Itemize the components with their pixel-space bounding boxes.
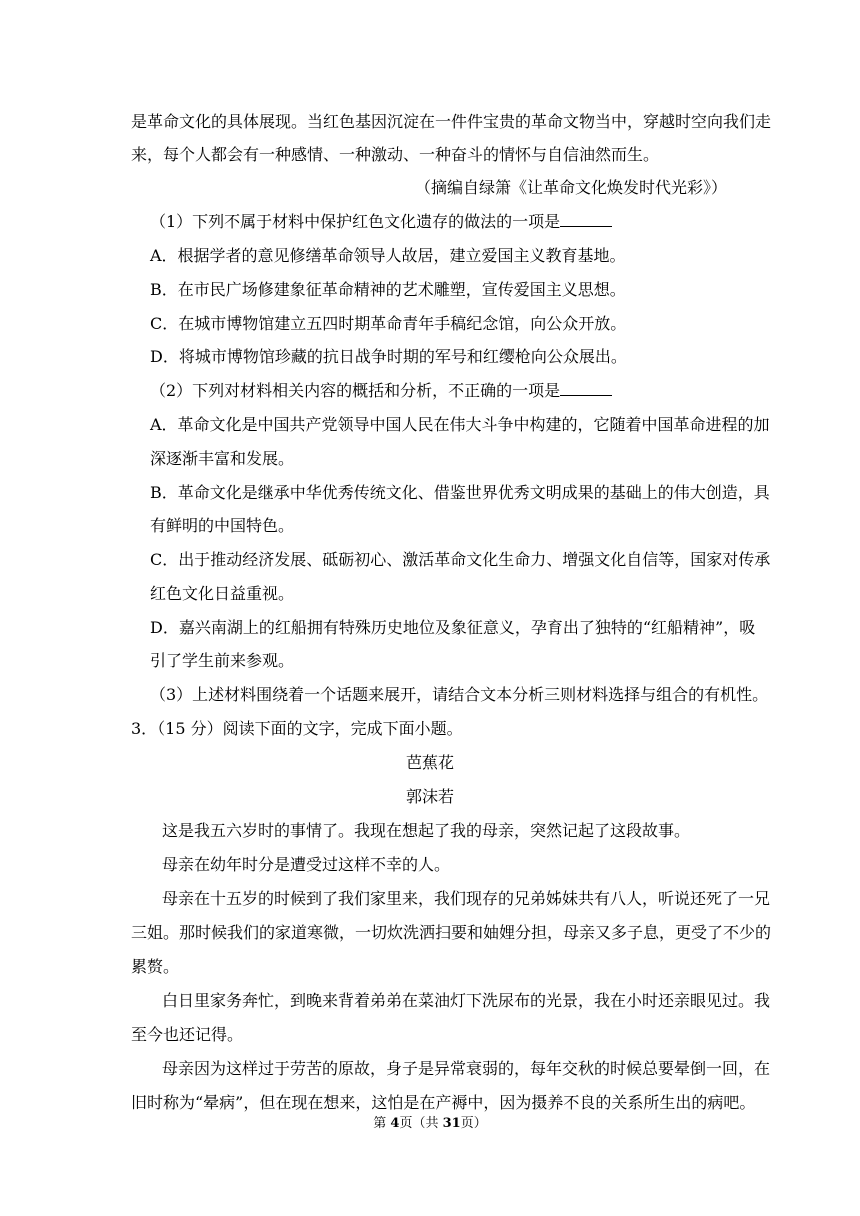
footer-prefix: 第 xyxy=(373,1116,391,1131)
source-citation: （摘编自绿箫《让革命文化焕发时代光彩》） xyxy=(414,178,727,197)
footer-page-number: 4 xyxy=(390,1116,400,1131)
q2-option-a-line-2: 深逐渐丰富和发展。 xyxy=(150,449,295,468)
q2-stem-text: （2）下列对材料相关内容的概括和分析，不正确的一项是 xyxy=(150,381,561,400)
section3-heading: 3．（15 分）阅读下面的文字，完成下面小题。 xyxy=(131,719,463,738)
article-title: 芭蕉花 xyxy=(405,753,454,772)
footer-total-pages: 31 xyxy=(442,1116,461,1131)
q2-option-b-line-2: 有鲜明的中国特色。 xyxy=(150,516,295,535)
intro-line-1: 是革命文化的具体展现。当红色基因沉淀在一件件宝贵的革命文物当中，穿越时空向我们走 xyxy=(131,112,772,131)
paragraph-1: 这是我五六岁时的事情了。我现在想起了我的母亲，突然记起了这段故事。 xyxy=(162,821,691,840)
q2-option-b-line-1: B．革命文化是继承中华优秀传统文化、借鉴世界优秀文明成果的基础上的伟大创造，具 xyxy=(150,483,770,502)
q3-stem: （3）上述材料围绕着一个话题来展开，请结合文本分析三则材料选择与组合的有机性。 xyxy=(150,685,769,704)
paragraph-4-line-2: 至今也还记得。 xyxy=(131,1025,244,1044)
intro-line-2: 来，每个人都会有一种感情、一种激动、一种奋斗的情怀与自信油然而生。 xyxy=(131,145,660,164)
q2-option-c-line-2: 红色文化日益重视。 xyxy=(150,584,295,603)
q1-answer-blank[interactable] xyxy=(560,212,612,227)
q1-option-b: B．在市民广场修建象征革命精神的艺术雕塑，宣传爱国主义思想。 xyxy=(150,280,626,299)
paragraph-3-line-3: 累赘。 xyxy=(131,957,180,976)
article-author: 郭沫若 xyxy=(405,787,454,806)
q2-option-a-line-1: A．革命文化是中国共产党领导中国人民在伟大斗争中构建的，它随着中国革命进程的加 xyxy=(150,415,770,434)
paragraph-3-line-2: 三姐。那时候我们的家道寒微，一切炊洗洒扫要和妯娌分担，母亲又多子息，更受了不少的 xyxy=(131,923,772,942)
q2-stem xyxy=(150,381,750,401)
q1-stem xyxy=(150,212,750,232)
footer-middle: 页（共 xyxy=(399,1116,443,1131)
footer-suffix: 页） xyxy=(460,1116,487,1131)
paragraph-5-line-2: 旧时称为“晕病”，但在现在想来，这怕是在产褥中，因为摄养不良的关系所生出的病吧。 xyxy=(131,1093,756,1112)
q1-option-a: A．根据学者的意见修缮革命领导人故居，建立爱国主义教育基地。 xyxy=(150,246,626,265)
q2-option-d-line-2: 引了学生前来参观。 xyxy=(150,651,295,670)
q2-answer-blank[interactable] xyxy=(560,381,612,396)
paragraph-2: 母亲在幼年时分是遭受过这样不幸的人。 xyxy=(162,855,451,874)
paragraph-3-line-1: 母亲在十五岁的时候到了我们家里来，我们现存的兄弟姊妹共有八人，听说还死了一兄 xyxy=(162,889,771,908)
paragraph-5-line-1: 母亲因为这样过于劳苦的原故，身子是异常衰弱的，每年交秋的时候总要晕倒一回，在 xyxy=(162,1059,771,1078)
q2-option-d-line-1: D．嘉兴南湖上的红船拥有特殊历史地位及象征意义，孕育出了独特的“红船精神”，吸 xyxy=(150,618,756,637)
paragraph-4-line-1: 白日里家务奔忙，到晚来背着弟弟在菜油灯下洗尿布的光景，我在小时还亲眼见过。我 xyxy=(162,991,771,1010)
page-footer xyxy=(0,1112,860,1131)
q1-option-d: D．将城市博物馆珍藏的抗日战争时期的军号和红缨枪向公众展出。 xyxy=(150,347,627,366)
q1-option-c: C．在城市博物馆建立五四时期革命青年手稿纪念馆，向公众开放。 xyxy=(150,314,627,333)
q2-option-c-line-1: C．出于推动经济发展、砥砺初心、激活革命文化生命力、增强文化自信等，国家对传承 xyxy=(150,550,771,569)
q1-stem-text: （1）下列不属于材料中保护红色文化遗存的做法的一项是 xyxy=(150,212,561,231)
